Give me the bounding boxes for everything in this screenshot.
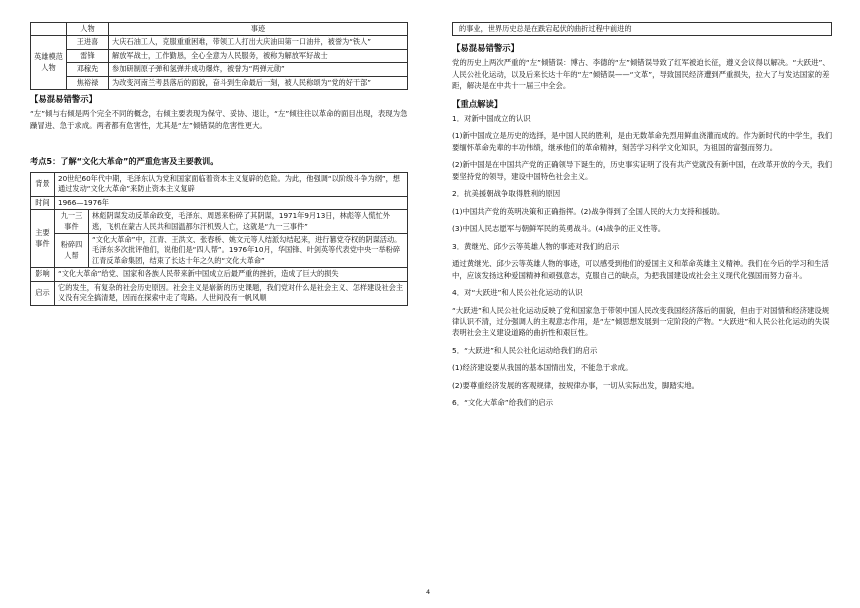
item-text: (2)新中国是在中国共产党的正确领导下诞生的，历史事实证明了没有共产党就没有新中国，在改革开放的今天，我们要坚持党的领导，建设中国特色社会主义。 <box>452 160 833 181</box>
continued-cell: 的事业，世界历史总是在跌宕起伏的曲折过程中前进的 <box>453 23 832 36</box>
person-name: 雷锋 <box>67 49 109 62</box>
warning-heading-right: 【易混易错警示】 <box>452 43 519 54</box>
item-title: 3．黄继光、邱少云等英雄人物的事迹对我们的启示 <box>452 241 620 251</box>
impact-label: 影响 <box>31 268 55 281</box>
event-text: 林彪阴谋发动反革命政变，毛泽东、周恩来粉碎了其阴谋，1971年9月13日，林彪等人慌忙外逃，飞机在蒙古人民共和国温都尔汗机毁人亡，这就是“九一三事件” <box>89 210 408 234</box>
item-title: 1．对新中国成立的认识 <box>452 113 531 123</box>
hero-table <box>30 22 408 90</box>
item-text: (1)新中国成立是历史的选择，是中国人民的胜利，是由无数革命先烈用鲜血浇灌而成的。作为新时代的中学生，我们要缅怀革命先辈的丰功伟绩，继承他们的革命精神，刻苦学习科学文化知识，为祖国的富强而努力。 <box>452 131 833 152</box>
item-text: (1)中国共产党的英明决策和正确指挥。(2)战争得到了全国人民的大力支持和援助。 <box>452 206 725 216</box>
warning-text: “左”倾与右倾是两个完全不同的概念，右倾主要表现为保守、妥协、退让，“左”倾往往以革命的面目出现，表现为急躁冒进、急于求成。两者都有危害性，尤其是“左”倾错误的危害性更大。 <box>30 109 408 130</box>
person-deed: 大庆石油工人，克服重重困难，带领工人打出大庆油田第一口油井，被誉为“铁人” <box>109 36 408 49</box>
event-name: 九一三事件 <box>55 210 89 234</box>
key-heading: 【重点解读】 <box>452 98 503 109</box>
person-deed: 解放军战士，工作勤恳，全心全意为人民服务，被称为解放军好战士 <box>109 49 408 62</box>
item-title: 2．抗美援朝战争取得胜利的原因 <box>452 189 561 199</box>
item-text: (2)要尊重经济发展的客观规律，按规律办事，一切从实际出发，脚踏实地。 <box>452 380 699 390</box>
impact-text: “文化大革命”给党、国家和各族人民带来新中国成立后最严重的挫折，造成了巨大的损失 <box>55 268 408 281</box>
item-text: “大跃进”和人民公社化运动反映了党和国家急于带领中国人民改变我国经济落后的面貌，但由于对国情和经济建设规律认识不清，过分强调人的主观意志作用，是“左”倾思想发展到一定阶段的产物。“大跃进”和人民公社化运动的失误表明社会主义建设道路的曲折性和艰巨性。 <box>452 305 830 338</box>
events-label: 主要事件 <box>31 210 55 268</box>
left-column <box>30 22 408 306</box>
person-deed: 为改变河南兰考县落后的面貌，奋斗到生命最后一刻，被人民称颂为“党的好干部” <box>109 76 408 89</box>
group-label: 英雄模范人物 <box>31 36 67 90</box>
event-name: 粉碎四人帮 <box>55 234 89 268</box>
cultural-revolution-table <box>30 172 408 306</box>
background-text: 20世纪60年代中期，毛泽东认为党和国家面临着资本主义复辟的危险。为此，他强调“以阶级斗争为纲”，想通过发动“文化大革命”来防止资本主义复辟 <box>55 172 408 196</box>
item-title: 4．对“大跃进”和人民公社化运动的认识 <box>452 288 583 298</box>
time-label: 时间 <box>31 196 55 209</box>
background-label: 背景 <box>31 172 55 196</box>
warning-text-right: 党的历史上两次严重的“左”倾错误：博古、李德的“左”倾错误导致了红军被迫长征，遵义会议得以解决。“大跃进”、人民公社化运动，以及后来长达十年的“左”倾错误——“文革”，导致国民经济遭到严重损失，拉大了与发达国家的差距，解决是在中共十一届三中全会。 <box>452 58 830 91</box>
item-text: (3)中国人民志愿军与朝鲜军民的英勇战斗。(4)战争的正义性等。 <box>452 224 666 234</box>
lesson-label: 启示 <box>31 281 55 305</box>
continued-table <box>452 22 832 36</box>
item-text: 通过黄继光、邱少云等英雄人物的事迹，可以感受到他们的爱国主义和革命英雄主义精神。我们在今后的学习和生活中，应该发扬这种爱国精神和顽强意志，克服自己的缺点，为把我国建设成社会主义现代化强国而努力奋斗。 <box>452 259 829 280</box>
lesson-text: 它的发生，有复杂的社会历史原因。社会主义是崭新的历史课题，我们党对什么是社会主义、怎样建设社会主义没有完全搞清楚，因而在探索中走了弯路。人世间没有一帆风顺 <box>55 281 408 305</box>
time-text: 1966—1976年 <box>55 196 408 209</box>
page-number: 4 <box>426 588 431 596</box>
person-deed: 参加研制原子弹和氢弹并成功爆炸，被誉为“两弹元勋” <box>109 63 408 76</box>
person-name: 王进喜 <box>67 36 109 49</box>
event-text: “文化大革命”中，江青、王洪文、张春桥、姚文元等人结派勾结起来，进行篡党夺权的阴谋活动。毛泽东多次批评他们，说他们是“四人帮”。1976年10月，华国锋、叶剑英等代表党中央一举粉碎江青反革命集团，结束了长达十年之久的“文化大革命” <box>89 234 408 268</box>
item-text: (1)经济建设要从我国的基本国情出发，不能急于求成。 <box>452 363 633 373</box>
header-deed: 事迹 <box>109 23 408 36</box>
right-column <box>452 22 832 415</box>
item-title: 6．“文化大革命”给我们的启示 <box>452 398 554 408</box>
warning-heading: 【易混易错警示】 <box>30 94 97 105</box>
blank-header-cell <box>31 23 67 36</box>
header-person: 人物 <box>67 23 109 36</box>
person-name: 焦裕禄 <box>67 76 109 89</box>
person-name: 邓稼先 <box>67 63 109 76</box>
kp5-title: 考点5：了解“文化大革命”的严重危害及主要教训。 <box>30 156 219 167</box>
item-title: 5．“大跃进”和人民公社化运动给我们的启示 <box>452 345 598 355</box>
